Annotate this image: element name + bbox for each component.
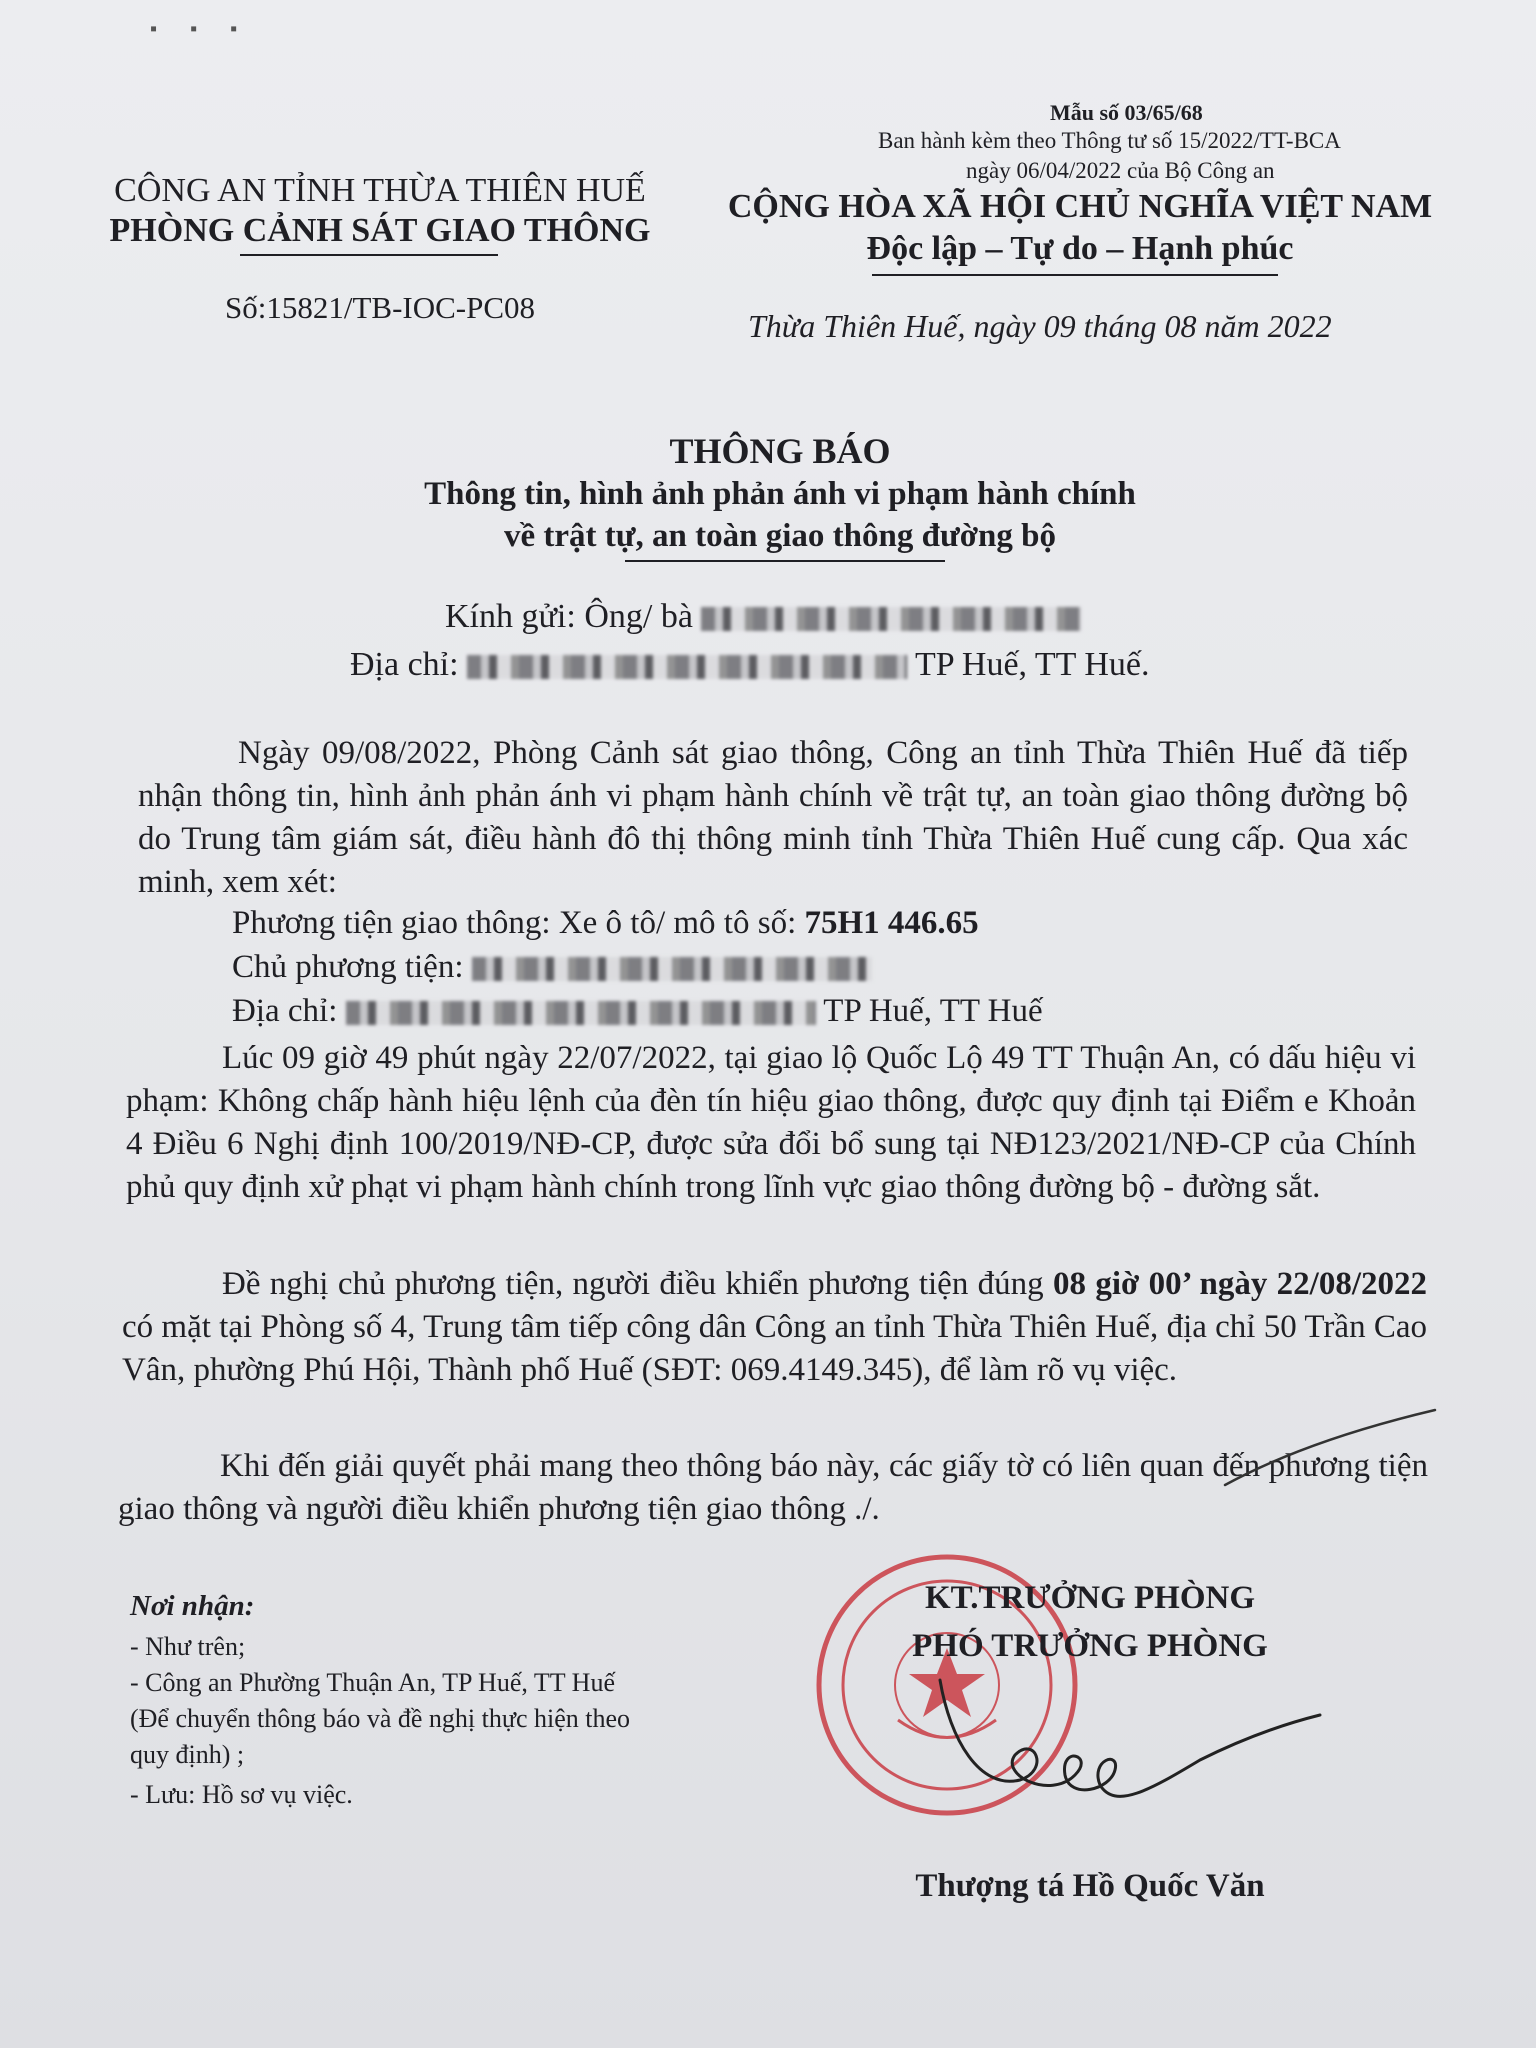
signature-title-2: PHÓ TRƯỞNG PHÒNG bbox=[912, 1628, 1268, 1664]
handwritten-signature bbox=[900, 1650, 1330, 1830]
initial-mark bbox=[1220, 1405, 1450, 1505]
paragraph-3-part-a: Đề nghị chủ phương tiện, người điều khiển phương tiện đúng bbox=[222, 1266, 1044, 1302]
owner-address-label: Địa chỉ: bbox=[232, 993, 338, 1029]
paragraph-3 bbox=[122, 1263, 1427, 1392]
vehicle-label: Phương tiện giao thông: Xe ô tô/ mô tô số: bbox=[232, 905, 797, 941]
recipient-address-suffix: TP Huế, TT Huế. bbox=[914, 646, 1150, 683]
recipients-item-3: (Để chuyển thông báo và đề nghị thực hiện theo bbox=[130, 1704, 631, 1733]
paragraph-3-part-b: có mặt tại Phòng số 4, Trung tâm tiếp công dân Công an tỉnh Thừa Thiên Huế, địa chỉ 50 Trần Cao Vân, phường Phú Hội, Thành phố Huế (SĐT: 069.4149.345), để làm rõ vụ việc. bbox=[122, 1309, 1427, 1388]
vehicle-plate: 75H1 446.65 bbox=[804, 905, 979, 941]
paragraph-2: Lúc 09 giờ 49 phút ngày 22/07/2022, tại giao lộ Quốc Lộ 49 TT Thuận An, có dấu hiệu vi phạm: Không chấp hành hiệu lệnh của đèn tín hiệu giao thông, được quy định tại Điểm e Khoản 4 Điều 6 Nghị định 100/2019/NĐ-CP, được sửa đổi bổ sung tại NĐ123/2021/NĐ-CP của Chính phủ quy định xử phạt vi phạm hành chính trong lĩnh vực giao thông đường bộ - đường sắt. bbox=[126, 1040, 1416, 1205]
recipient-label: Kính gửi: Ông/ bà bbox=[445, 598, 693, 635]
agency-name: PHÒNG CẢNH SÁT GIAO THÔNG bbox=[109, 212, 651, 249]
form-issued-line2: ngày 06/04/2022 của Bộ Công an bbox=[966, 158, 1275, 183]
notice-title: THÔNG BÁO bbox=[669, 431, 891, 471]
recipient-address-line bbox=[350, 646, 1149, 684]
form-issued-line1: Ban hành kèm theo Thông tư số 15/2022/TT-BCA bbox=[878, 128, 1341, 153]
notice-subtitle-2: về trật tự, an toàn giao thông đường bộ bbox=[503, 518, 1056, 554]
redacted-name bbox=[701, 607, 1081, 631]
recipients-item-4: quy định) ; bbox=[130, 1740, 245, 1769]
redacted-owner bbox=[472, 957, 872, 981]
recipients-heading: Nơi nhận: bbox=[130, 1590, 255, 1622]
motto-underline bbox=[872, 274, 1278, 276]
appointment-time: 08 giờ 00’ ngày 22/08/2022 bbox=[1053, 1266, 1428, 1302]
form-code: Mẫu số 03/65/68 bbox=[1050, 100, 1203, 125]
nation-title: CỘNG HÒA XÃ HỘI CHỦ NGHĨA VIỆT NAM bbox=[727, 188, 1433, 225]
place-date: Thừa Thiên Huế, ngày 09 tháng 08 năm 2022 bbox=[748, 308, 1332, 344]
document-number: Số:15821/TB-IOC-PC08 bbox=[224, 290, 536, 325]
owner-label: Chủ phương tiện: bbox=[232, 949, 464, 985]
agency-parent: CÔNG AN TỈNH THỪA THIÊN HUẾ bbox=[114, 172, 646, 209]
paragraph-4: Khi đến giải quyết phải mang theo thông báo này, các giấy tờ có liên quan đến phương tiện giao thông và người điều khiển phương tiện giao thông ./. bbox=[118, 1448, 1428, 1527]
punch-marks: ▪ ▪ ▪ bbox=[150, 18, 252, 40]
recipients-item-5: - Lưu: Hồ sơ vụ việc. bbox=[130, 1780, 353, 1809]
recipients-item-1: - Như trên; bbox=[130, 1632, 246, 1661]
recipients-item-2: - Công an Phường Thuận An, TP Huế, TT Huế bbox=[130, 1668, 615, 1697]
recipient-line bbox=[445, 598, 1081, 636]
paragraph-1: Ngày 09/08/2022, Phòng Cảnh sát giao thông, Công an tỉnh Thừa Thiên Huế đã tiếp nhận thông tin, hình ảnh phản ánh vi phạm hành chính về trật tự, an toàn giao thông đường bộ do Trung tâm giám sát, điều hành đô thị thông minh tỉnh Thừa Thiên Huế cung cấp. Qua xác minh, xem xét: bbox=[138, 735, 1408, 900]
notice-subtitle-1: Thông tin, hình ảnh phản ánh vi phạm hành chính bbox=[424, 476, 1136, 512]
redacted-address bbox=[467, 655, 907, 679]
agency-underline bbox=[240, 254, 498, 256]
owner-address-suffix: TP Huế, TT Huế bbox=[823, 993, 1043, 1029]
redacted-owner-address bbox=[346, 1001, 816, 1025]
recipient-address-label: Địa chỉ: bbox=[350, 646, 459, 683]
vehicle-line bbox=[232, 905, 979, 942]
subtitle-underline bbox=[625, 560, 945, 562]
owner-line bbox=[232, 949, 872, 986]
signature-title-1: KT.TRƯỞNG PHÒNG bbox=[925, 1580, 1255, 1616]
nation-motto: Độc lập – Tự do – Hạnh phúc bbox=[866, 230, 1294, 267]
owner-address-line bbox=[232, 993, 1043, 1030]
signer-name: Thượng tá Hồ Quốc Văn bbox=[915, 1868, 1265, 1904]
